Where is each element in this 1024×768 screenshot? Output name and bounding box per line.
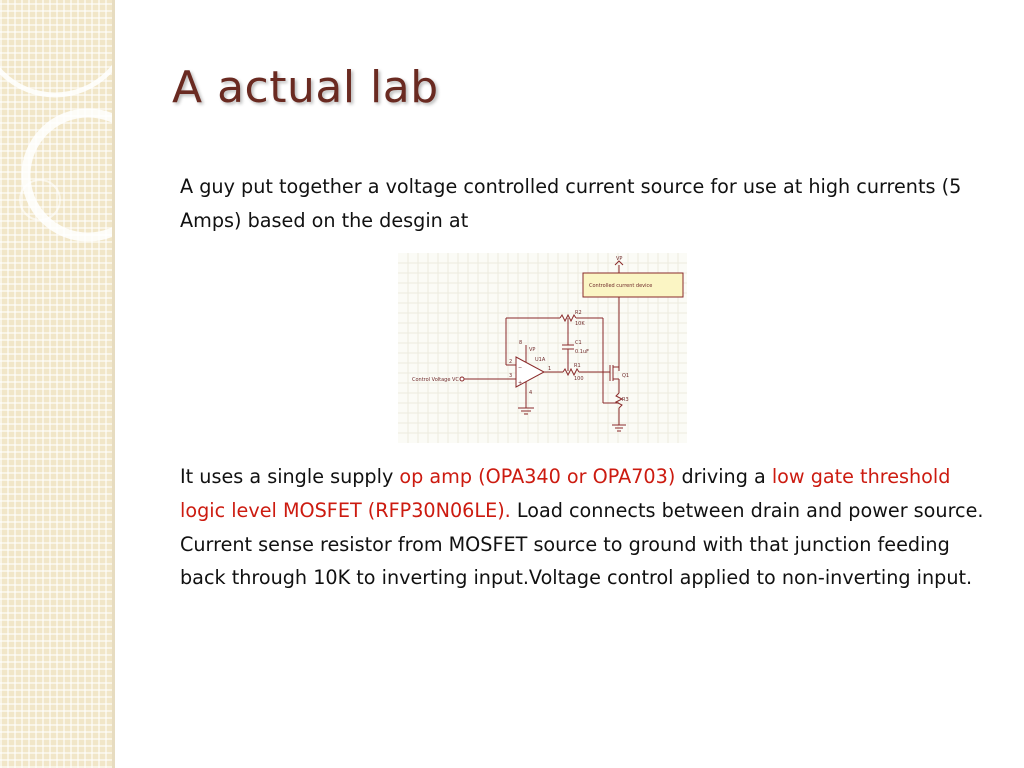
r1-name: R1	[574, 363, 581, 369]
r3-name: R3	[622, 397, 629, 403]
c1-name: C1	[575, 340, 582, 346]
c1-value: 0.1uF	[575, 349, 589, 355]
circuit-schematic	[398, 253, 687, 443]
load-label: Controlled current device	[589, 283, 653, 289]
opamp-vp: VP	[529, 347, 536, 353]
r2-value: 10K	[575, 321, 585, 327]
opamp-highlight: op amp (OPA340 or OPA703)	[399, 465, 676, 488]
opamp-pin8: 8	[519, 340, 523, 346]
side-band-border	[112, 0, 115, 768]
r2-name: R2	[575, 310, 582, 316]
decorative-rings	[0, 0, 112, 768]
mosfet-highlight: low gate threshold logic level MOSFET (RFP30N06LE).	[180, 465, 951, 522]
r1-value: 100	[574, 376, 584, 382]
opamp-name: U1A	[535, 357, 546, 363]
opamp-pin4: 4	[529, 390, 533, 396]
opamp-pin3: 3	[509, 373, 513, 379]
vp-top-label: VP	[616, 256, 623, 262]
decorative-side-band	[0, 0, 112, 768]
opamp-minus: −	[518, 365, 523, 371]
intro-paragraph: A guy put together a voltage controlled current source for use at high currents (5 Amps) based on the desgin at	[180, 175, 962, 232]
slide-title: A actual lab	[172, 62, 439, 113]
opamp-pin2: 2	[509, 359, 513, 365]
q1-name: Q1	[622, 373, 630, 379]
control-voltage-label: Control Voltage VC	[412, 377, 459, 383]
desc-text-1: It uses a single supply	[180, 465, 400, 488]
desc-text-3: Load connects between drain and power source. Current sense resistor from MOSFET source to ground with that junction feeding back through 10K to inverting input.Voltage control applied to non-inverting input.	[180, 498, 984, 590]
opamp-pin1: 1	[548, 366, 552, 372]
opamp-plus: +	[518, 380, 523, 386]
desc-text-2: driving a	[675, 465, 772, 488]
description-paragraph	[180, 460, 995, 595]
